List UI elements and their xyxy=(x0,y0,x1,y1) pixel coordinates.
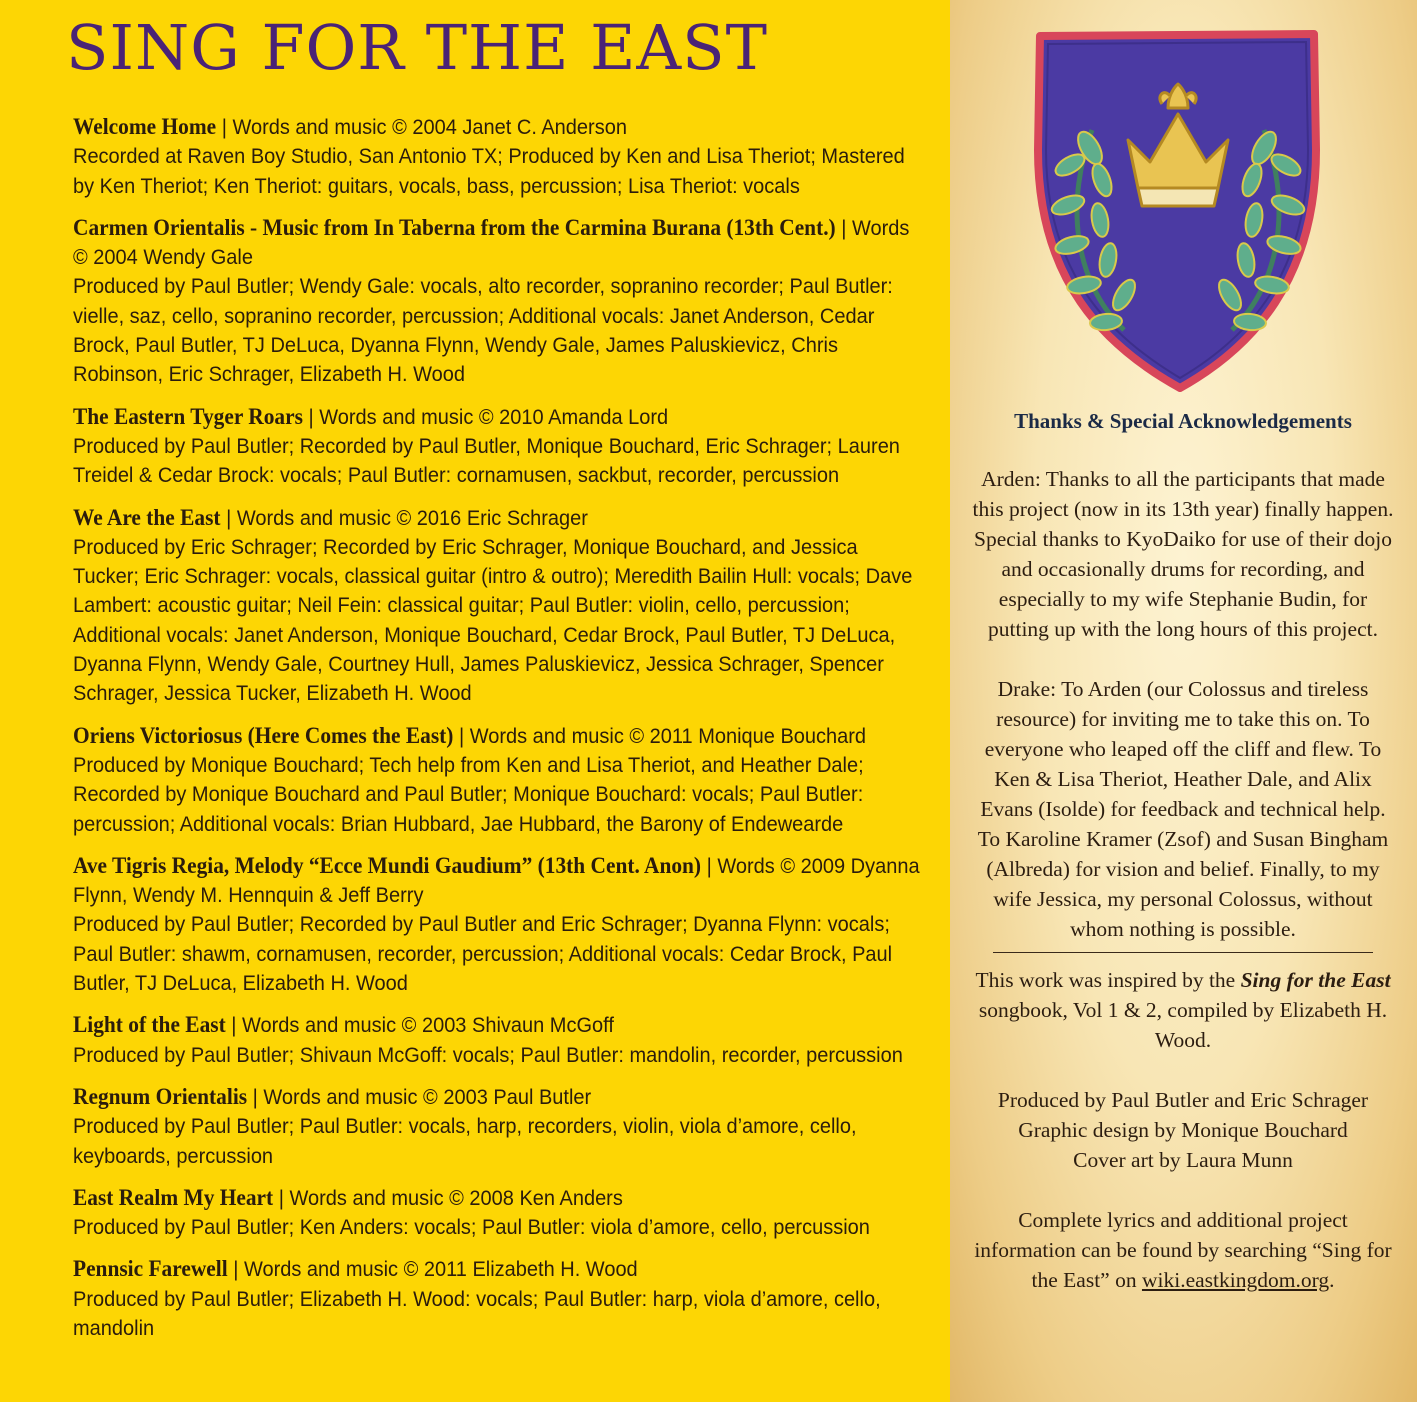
ack-produced: Produced by Paul Butler and Eric Schrager xyxy=(997,1088,1369,1112)
track-credits: Produced by Paul Butler; Elizabeth H. Wood: vocals; Paul Butler: harp, viola d’amore, cello, mandolin xyxy=(73,1286,881,1340)
track-title: Light of the East xyxy=(73,1012,226,1038)
track-title: We Are the East xyxy=(73,504,221,530)
track-entry xyxy=(73,1254,924,1343)
track-credits: Produced by Paul Butler; Shivaun McGoff: vocals; Paul Butler: mandolin, recorder, percussion xyxy=(73,1042,903,1067)
acknowledgements xyxy=(968,406,1398,1325)
track-rights: | Words and music © 2003 Shivaun McGoff xyxy=(225,1013,614,1038)
track-rights: | Words © 2004 Wendy Gale xyxy=(73,215,910,270)
track-title: Oriens Victoriosus (Here Comes the East) xyxy=(73,722,454,748)
track-credits: Produced by Paul Butler; Recorded by Paul Butler and Eric Schrager; Dyanna Flynn: vocals; Paul Butler: shawm, cornamusen, recorder, percussion; Additional vocals: Cedar Brock, Paul Butler, TJ DeLuca, Elizabeth H. Wood xyxy=(73,912,893,996)
track-rights: | Words and music © 2010 Amanda Lord xyxy=(302,404,669,429)
track-credits: Recorded at Raven Boy Studio, San Antonio TX; Produced by Ken and Lisa Theriot; Mastered by Ken Theriot; Ken Theriot: guitars, vocals, bass, percussion; Lisa Theriot: vocals xyxy=(73,144,905,198)
track-rights: | Words and music © 2011 Elizabeth H. Wood xyxy=(227,1257,638,1282)
track-rights: | Words and music © 2016 Eric Schrager xyxy=(220,505,588,530)
track-credits: Produced by Paul Butler; Paul Butler: vocals, harp, recorders, violin, viola d’amore, cello, keyboards, percussion xyxy=(73,1114,857,1168)
track-entry xyxy=(73,112,924,201)
track-entry xyxy=(73,851,924,998)
acknowledgements-heading: Thanks & Special Acknowledgements xyxy=(1014,409,1352,433)
ack-graphic: Graphic design by Monique Bouchard xyxy=(1018,1118,1348,1142)
track-credits: Produced by Eric Schrager; Recorded by Eric Schrager, Monique Bouchard, and Jessica Tucker; Eric Schrager: vocals, classical guitar (intro & outro); Meredith Bailin Hull: vocals; Dave Lambert: acoustic guitar; Neil Fein: classical guitar; Paul Butler: violin, cello, percussion; Additional vocals: Janet Anderson, Monique Bouchard, Cedar Brock, Paul Butler, TJ DeLuca, Dyanna Flynn, Wendy Gale, Courtney Hull, James Paluskievicz, Jessica Schrager, Spencer Schrager, Jessica Tucker, Elizabeth H. Wood xyxy=(73,534,913,706)
lyrics-suffix: . xyxy=(1329,1268,1335,1292)
inspired-title: Sing for the East xyxy=(1240,968,1391,992)
track-title: Pennsic Farewell xyxy=(73,1256,228,1282)
track-entry xyxy=(73,1183,924,1243)
inspired-prefix: This work was inspired by the xyxy=(975,968,1241,992)
track-title: The Eastern Tyger Roars xyxy=(73,403,303,429)
ack-arden: Arden: Thanks to all the participants that made this project (now in its 13th year) finally happen. Special thanks to KyoDaiko for use of their dojo and occasionally drums for recording, and especially to my wife Stephanie Budin, for putting up with the long hours of this project. xyxy=(972,467,1394,641)
track-entry xyxy=(73,721,924,839)
track-rights: | Words and music © 2008 Ken Anders xyxy=(273,1185,623,1210)
track-title: Regnum Orientalis xyxy=(73,1083,248,1109)
track-entry xyxy=(73,1010,924,1070)
track-entry xyxy=(73,503,924,709)
ack-cover: Cover art by Laura Munn xyxy=(1073,1148,1293,1172)
track-entry xyxy=(73,213,924,390)
track-credits: Produced by Paul Butler; Ken Anders: vocals; Paul Butler: viola d’amore, cello, percussion xyxy=(73,1215,870,1240)
track-rights: | Words and music © 2011 Monique Bouchard xyxy=(453,723,867,748)
page-title: SING FOR THE EAST xyxy=(66,11,768,84)
wiki-link[interactable]: wiki.eastkingdom.org xyxy=(1141,1268,1330,1292)
track-credits: Produced by Monique Bouchard; Tech help from Ken and Lisa Theriot, and Heather Dale; Recorded by Monique Bouchard and Paul Butler; Monique Bouchard: vocals; Paul Butler: percussion; Additional vocals: Brian Hubbard, Jae Hubbard, the Barony of Endewearde xyxy=(73,752,864,836)
track-title: Welcome Home xyxy=(73,114,217,139)
inspired-suffix: songbook, Vol 1 & 2, compiled by Elizabeth H. Wood. xyxy=(978,998,1388,1052)
track-rights: | Words and music © 2004 Janet C. Anderson xyxy=(216,115,627,139)
track-entry xyxy=(73,402,924,491)
track-credits: Produced by Paul Butler; Recorded by Paul Butler, Monique Bouchard, Eric Schrager; Lauren Treidel & Cedar Brock: vocals; Paul Butler: cornamusen, sackbut, recorder, percussion xyxy=(73,433,900,488)
ack-lyrics xyxy=(968,1205,1398,1295)
track-credits: Produced by Paul Butler; Wendy Gale: vocals, alto recorder, sopranino recorder; Paul Butler: vielle, saz, cello, sopranino recorder, percussion; Additional vocals: Janet Anderson, Cedar Brock, Paul Butler, TJ DeLuca, Dyanna Flynn, Wendy Gale, James Paluskievicz, Chris Robinson, Eric Schrager, Elizabeth H. Wood xyxy=(73,274,893,387)
track-rights: | Words and music © 2003 Paul Butler xyxy=(247,1084,592,1109)
ack-inspired xyxy=(968,965,1398,1055)
lyrics-prefix: Complete lyrics and additional project information can be found by searching “Sing for the East” on xyxy=(974,1208,1392,1292)
track-title: Carmen Orientalis - Music from In Taberna from the Carmina Burana (13th Cent.) xyxy=(73,214,836,240)
track-entry xyxy=(73,1082,924,1171)
ack-production xyxy=(968,1085,1398,1175)
divider xyxy=(993,952,1373,953)
ack-drake: Drake: To Arden (our Colossus and tireless resource) for inviting me to take this on. To everyone who leaped off the cliff and flew. To Ken & Lisa Theriot, Heather Dale, and Alix Evans (Isolde) for feedback and technical help. To Karoline Kramer (Zsof) and Susan Bingham (Albreda) for vision and belief. Finally, to my wife Jessica, my personal Colossus, without whom nothing is possible. xyxy=(977,677,1389,941)
shield-crown-laurel-icon xyxy=(1032,30,1322,392)
acknowledgements-panel xyxy=(950,0,1417,1402)
track-rights: | Words © 2009 Dyanna Flynn, Wendy M. Hennquin & Jeff Berry xyxy=(73,853,920,908)
track-title: Ave Tigris Regia, Melody “Ecce Mundi Gaudium” (13th Cent. Anon) xyxy=(73,852,702,878)
track-title: East Realm My Heart xyxy=(73,1184,274,1210)
